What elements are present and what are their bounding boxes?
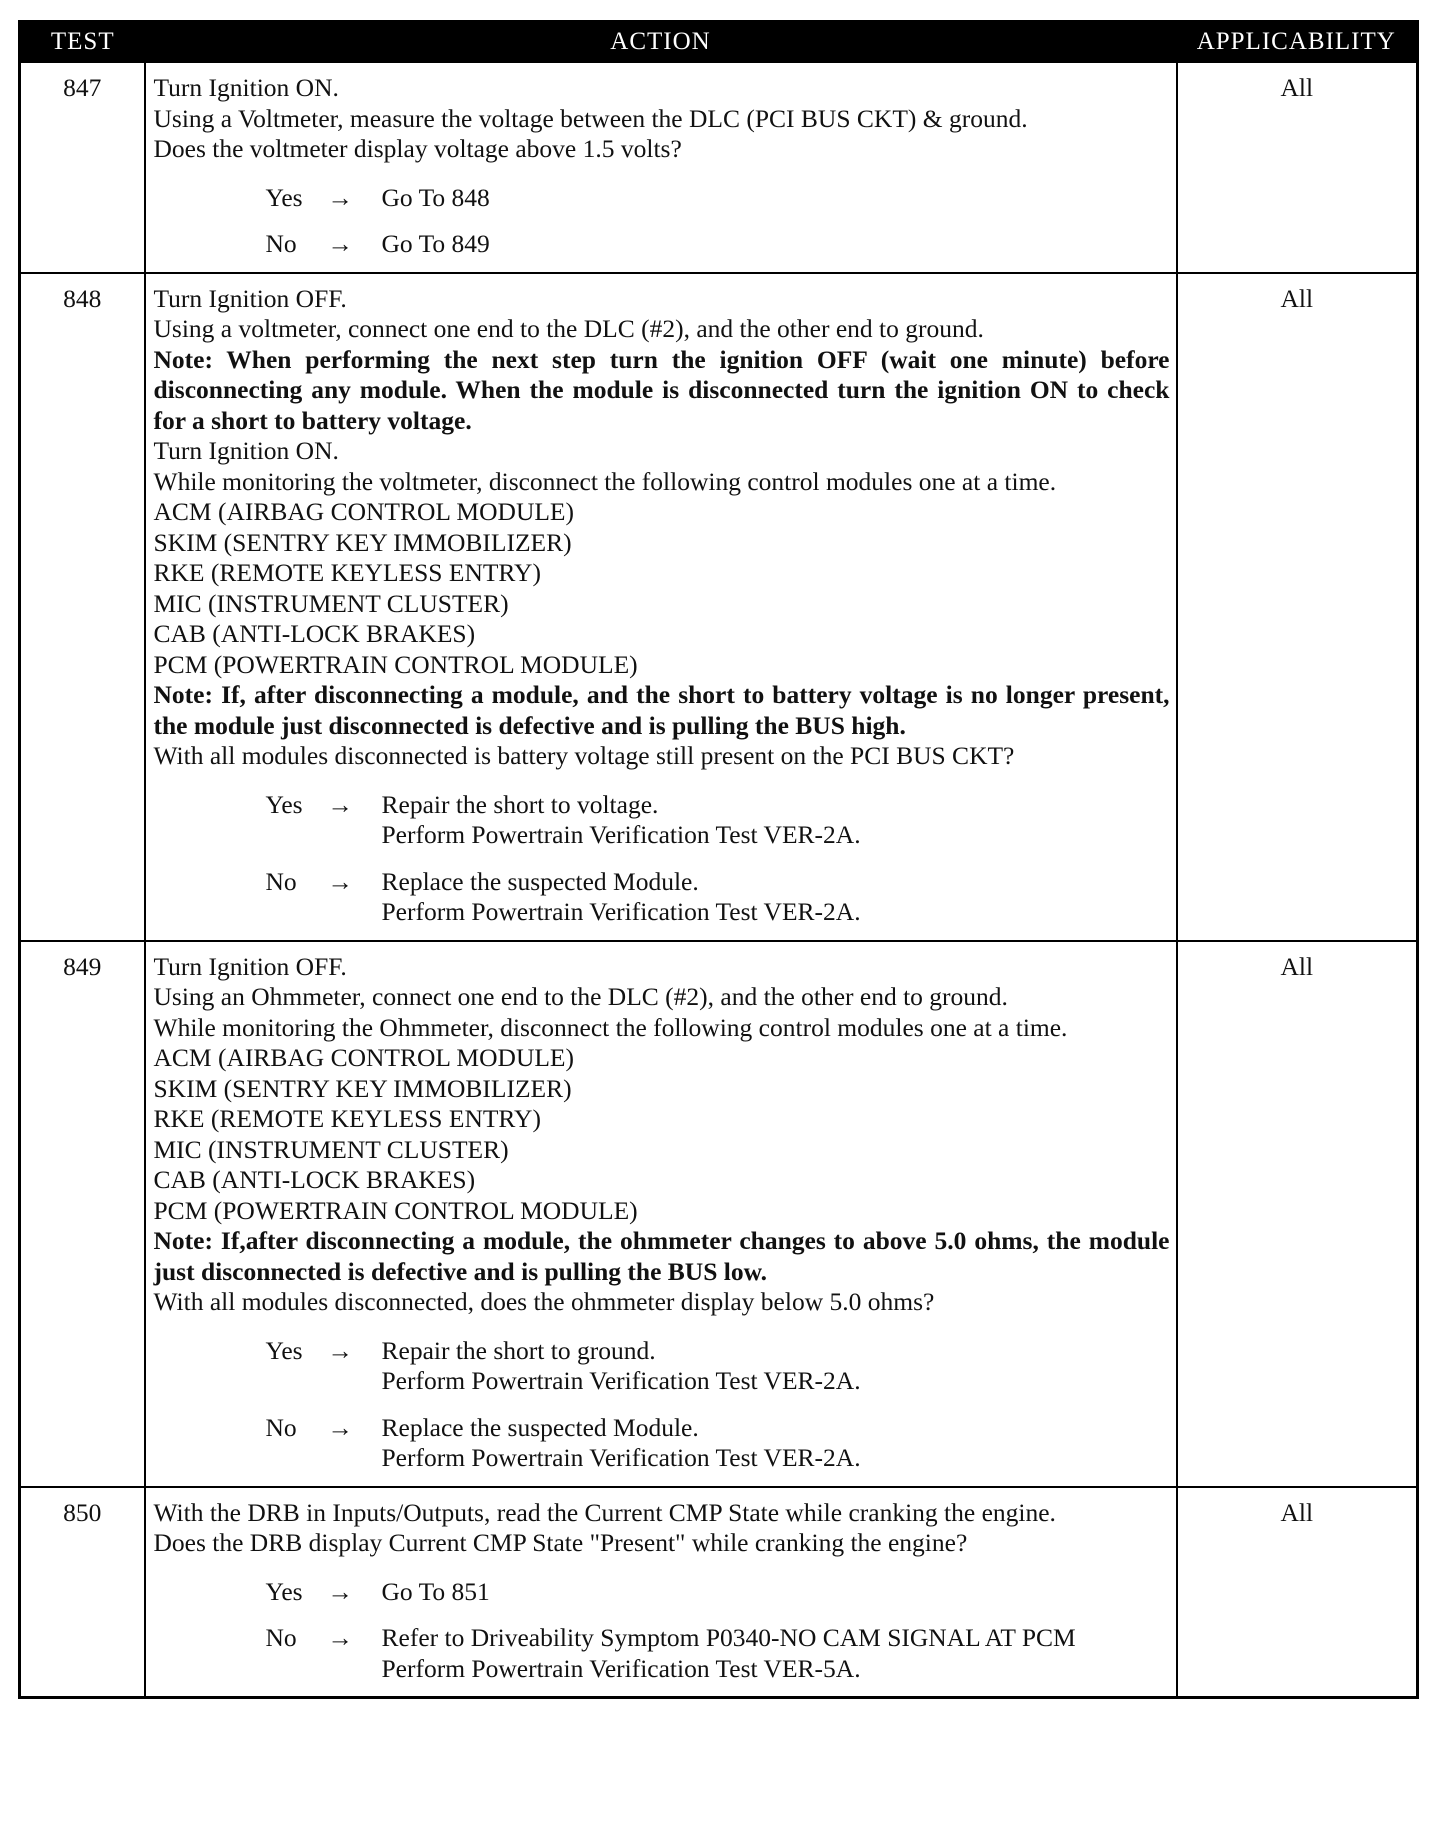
result-line: Replace the suspected Module. (381, 866, 699, 896)
yes-result (382, 1577, 1170, 1608)
yes-result (382, 790, 1170, 851)
no-option (154, 1623, 1170, 1684)
arrow-icon: → (327, 866, 353, 896)
result-line: Refer to Driveability Symptom P0340-NO CAM SIGNAL AT PCM (381, 1623, 1076, 1652)
action-cell (145, 273, 1177, 941)
yes-label: Yes (265, 789, 303, 819)
result-line: Repair the short to ground. (381, 1335, 656, 1365)
yes-option (154, 1336, 1170, 1397)
yes-option (154, 790, 1170, 851)
yes-label: Yes (265, 1335, 303, 1365)
no-label: No (265, 229, 297, 258)
no-option (154, 229, 1170, 260)
applicability-value: All (1177, 941, 1418, 1487)
result-line: Go To 849 (381, 229, 490, 258)
test-number: 850 (20, 1487, 145, 1698)
action-cell (145, 941, 1177, 1487)
yes-option (154, 1577, 1170, 1608)
arrow-icon: → (327, 789, 353, 819)
applicability-value: All (1177, 273, 1418, 941)
note-text: Note: When performing the next step turn the ignition OFF (wait one minute) before disconnecting any module. When the module is disconnected turn the ignition ON to check for a short to battery voltage. (153, 344, 1170, 435)
action-line: Using an Ohmmeter, connect one end to the DLC (#2), and the other end to ground. (153, 982, 1008, 1011)
test-number: 848 (20, 273, 145, 941)
result-line: Perform Powertrain Verification Test VER-2A. (381, 1366, 861, 1395)
no-result (382, 1413, 1170, 1474)
yes-result (382, 183, 1170, 214)
yes-label: Yes (265, 1576, 303, 1606)
module-item: CAB (ANTI-LOCK BRAKES) (153, 619, 476, 648)
question-text: With all modules disconnected, does the ohmmeter display below 5.0 ohms? (153, 1287, 935, 1316)
yes-result (382, 1336, 1170, 1397)
result-line: Go To 848 (381, 182, 490, 212)
action-cell (145, 62, 1177, 273)
yes-option (154, 183, 1170, 214)
result-line: Perform Powertrain Verification Test VER-5A. (381, 1653, 861, 1683)
no-result (382, 867, 1170, 928)
action-line: Turn Ignition ON. (153, 73, 339, 102)
header-action: ACTION (145, 22, 1177, 63)
action-line: Turn Ignition ON. (153, 436, 339, 465)
diagnostic-table (18, 20, 1419, 1699)
no-result (382, 229, 1170, 260)
no-label: No (265, 866, 297, 896)
arrow-icon: → (327, 1335, 353, 1365)
action-line: Using a voltmeter, connect one end to the DLC (#2), and the other end to ground. (153, 314, 984, 343)
arrow-icon: → (327, 1576, 353, 1606)
result-line: Repair the short to voltage. (381, 789, 659, 819)
action-line: While monitoring the Ohmmeter, disconnect the following control modules one at a time. (153, 1012, 1068, 1042)
no-result (382, 1623, 1170, 1684)
action-line: While monitoring the voltmeter, disconnect the following control modules one at a time. (153, 466, 1057, 496)
question-text: With all modules disconnected is battery voltage still present on the PCI BUS CKT? (153, 741, 1015, 770)
diagnostic-page (18, 20, 1416, 1699)
arrow-icon: → (327, 1412, 353, 1442)
no-label: No (265, 1412, 297, 1442)
module-item: ACM (AIRBAG CONTROL MODULE) (153, 1043, 575, 1072)
module-item: MIC (INSTRUMENT CLUSTER) (153, 1134, 509, 1164)
test-number: 847 (20, 62, 145, 273)
note-text: Note: If, after disconnecting a module, and the short to battery voltage is no longer present, the module just disconnected is defective and is pulling the BUS high. (153, 680, 1170, 740)
action-cell (145, 1487, 1177, 1698)
note-text: Note: If,after disconnecting a module, the ohmmeter changes to above 5.0 ohms, the module just disconnected is defective and is pulling the BUS low. (153, 1226, 1170, 1286)
action-line: Does the voltmeter display voltage above 1.5 volts? (153, 134, 682, 163)
result-line: Replace the suspected Module. (381, 1412, 699, 1442)
result-line: Perform Powertrain Verification Test VER-2A. (381, 897, 861, 926)
table-header (20, 22, 1418, 63)
arrow-icon: → (327, 1623, 353, 1652)
no-option (154, 867, 1170, 928)
result-line: Perform Powertrain Verification Test VER-2A. (381, 820, 861, 849)
header-test: TEST (20, 22, 145, 63)
action-line: With the DRB in Inputs/Outputs, read the Current CMP State while cranking the engine. (153, 1497, 1056, 1527)
header-applicability: APPLICABILITY (1177, 22, 1418, 63)
test-number: 849 (20, 941, 145, 1487)
table-row (20, 941, 1418, 1487)
table-row (20, 273, 1418, 941)
result-line: Perform Powertrain Verification Test VER-2A. (381, 1443, 861, 1472)
question-text: Does the DRB display Current CMP State "Present" while cranking the engine? (153, 1528, 968, 1557)
no-label: No (265, 1623, 297, 1652)
table-row (20, 62, 1418, 273)
module-item: MIC (INSTRUMENT CLUSTER) (153, 588, 509, 618)
module-item: RKE (REMOTE KEYLESS ENTRY) (153, 558, 541, 587)
action-line: Turn Ignition OFF. (153, 283, 347, 313)
module-item: RKE (REMOTE KEYLESS ENTRY) (153, 1104, 541, 1133)
no-option (154, 1413, 1170, 1474)
module-item: CAB (ANTI-LOCK BRAKES) (153, 1165, 476, 1194)
arrow-icon: → (327, 229, 353, 258)
yes-label: Yes (265, 182, 303, 212)
table-row (20, 1487, 1418, 1698)
action-line: Using a Voltmeter, measure the voltage between the DLC (PCI BUS CKT) & ground. (153, 103, 1028, 133)
action-line: Turn Ignition OFF. (153, 951, 347, 981)
module-item: PCM (POWERTRAIN CONTROL MODULE) (153, 1195, 638, 1225)
module-item: SKIM (SENTRY KEY IMMOBILIZER) (153, 527, 572, 557)
module-item: ACM (AIRBAG CONTROL MODULE) (153, 497, 575, 526)
applicability-value: All (1177, 1487, 1418, 1698)
module-item: SKIM (SENTRY KEY IMMOBILIZER) (153, 1073, 572, 1103)
module-item: PCM (POWERTRAIN CONTROL MODULE) (153, 649, 638, 679)
applicability-value: All (1177, 62, 1418, 273)
result-line: Go To 851 (381, 1576, 490, 1606)
arrow-icon: → (327, 182, 353, 212)
